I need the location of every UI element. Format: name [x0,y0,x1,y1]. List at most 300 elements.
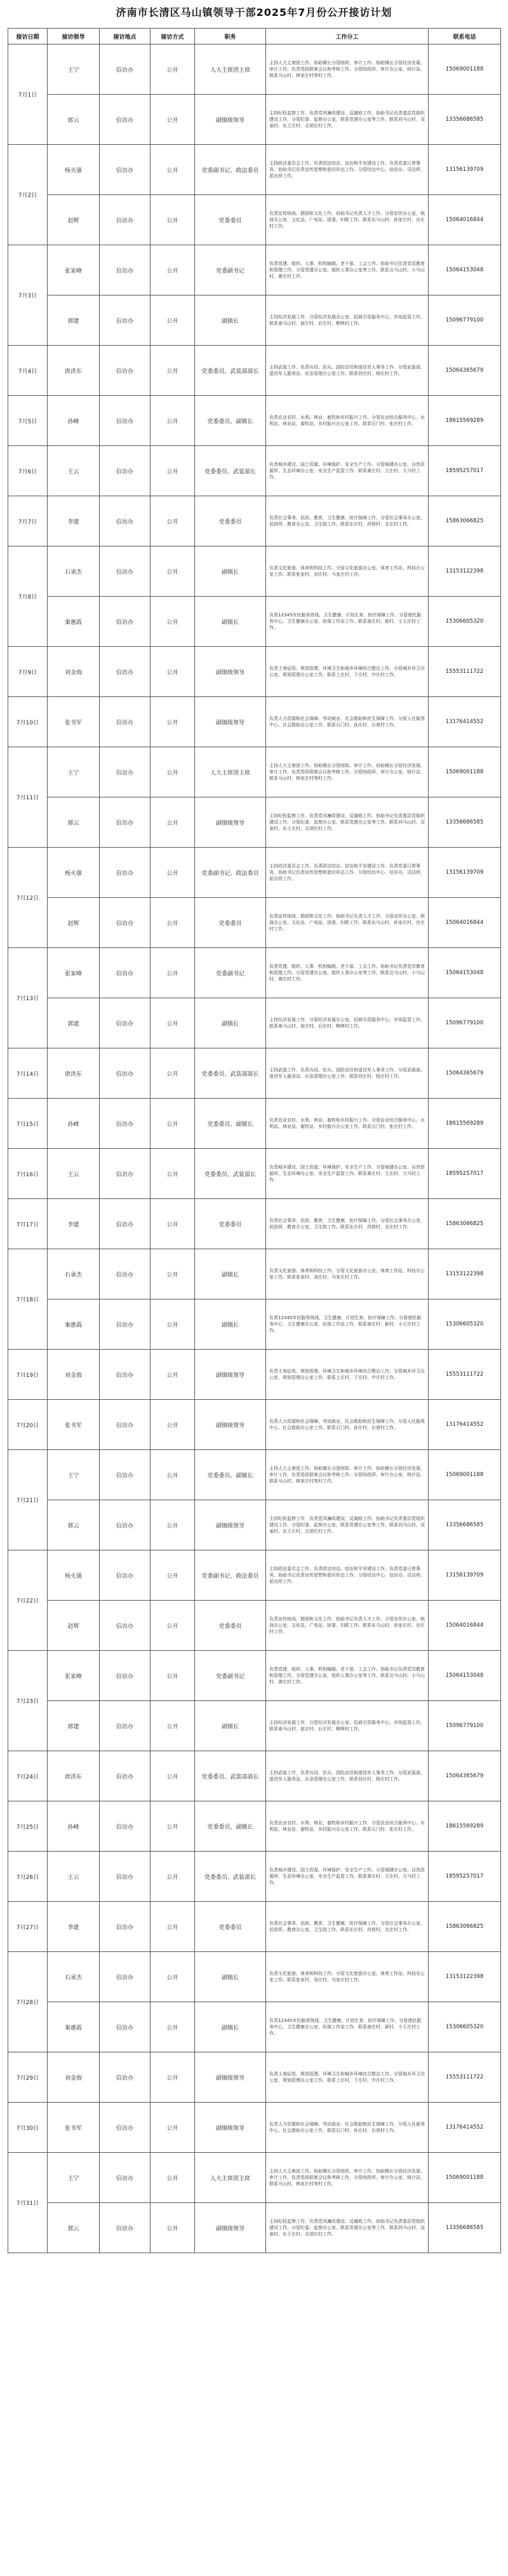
contact-phone-cell: 15064153048 [429,1651,501,1701]
contact-phone-cell: 15069001188 [429,1450,501,1500]
reception-place-cell: 信访办 [100,1048,150,1099]
table-row [8,95,501,145]
contact-phone-cell: 15064365679 [429,346,501,396]
leader-name-cell: 杨火强 [48,1550,100,1601]
reception-date-cell: 7月24日 [8,1751,48,1801]
contact-phone-cell: 13156139709 [429,848,501,898]
reception-mode-cell: 公开 [150,1601,195,1651]
reception-date-cell: 7月12日 [8,848,48,948]
reception-place-cell: 信访办 [100,647,150,697]
table-row [8,1099,501,1149]
reception-mode-cell: 公开 [150,948,195,998]
contact-phone-cell: 15096779100 [429,998,501,1048]
contact-phone-cell: 15064365679 [429,1048,501,1099]
header-leader: 接访领导 [48,29,100,44]
table-row [8,496,501,546]
reception-place-cell: 信访办 [100,1099,150,1149]
contact-phone-cell: 13156139709 [429,1550,501,1601]
leader-name-cell: 郭云 [48,1500,100,1550]
reception-mode-cell: 公开 [150,1701,195,1751]
leader-name-cell: 张家峰 [48,1651,100,1701]
leader-name-cell: 刘金海 [48,1350,100,1400]
table-row [8,1651,501,1701]
duty-description-cell: 负责农业农村、水利、林业、畜牧和乡村振兴工作。分管农业综合服务中心、水利站、林业站、畜牧站、乡村振兴办公室工作。联系石门村、张庄村工作。 [266,1801,429,1852]
leader-name-cell: 李建 [48,1199,100,1249]
table-row [8,1500,501,1550]
table-row [8,1299,501,1350]
reception-mode-cell: 公开 [150,697,195,747]
reception-place-cell: 信访办 [100,2203,150,2253]
table-row [8,948,501,998]
duty-description-cell: 主持经济发展工作，分管经济发展办公室、招商引资服务中心、市场监管工作。联系南马山村、前庄村、后庄村、柳林村工作。 [266,1701,429,1751]
reception-mode-cell: 公开 [150,546,195,597]
reception-place-cell: 信访办 [100,44,150,95]
contact-phone-cell: 15096779100 [429,1701,501,1751]
duty-description-cell: 负责农业农村、水利、林业、畜牧和乡村振兴工作。分管农业综合服务中心、水利站、林业站、畜牧站、乡村振兴办公室工作。联系石门村、张庄村工作。 [266,1099,429,1149]
leader-name-cell: 王宁 [48,1450,100,1500]
duty-description-cell: 主持武装工作，负责兵役、民兵、国防动员和退役军人事务工作。分管武装部、退役军人服务站、应急管理办公室工作。联系西庄村、杨庄村工作。 [266,1751,429,1801]
reception-mode-cell: 公开 [150,2203,195,2253]
position-title-cell: 党委委员、武装部部长 [195,346,266,396]
table-row [8,1952,501,2002]
reception-place-cell: 信访办 [100,2052,150,2103]
reception-place-cell: 信访办 [100,998,150,1048]
contact-phone-cell: 13156139709 [429,145,501,195]
contact-phone-cell: 18615569289 [429,1801,501,1852]
duty-description-cell: 负责人力资源和社会保障、劳动就业、社会救助和民生保障工作。分管人社服务中心、社会救助办公室工作。联系石门村、孙庄村、后营村工作。 [266,1400,429,1450]
reception-place-cell: 信访办 [100,1852,150,1902]
table-row [8,346,501,396]
reception-date-cell: 7月29日 [8,2052,48,2103]
position-title-cell: 副镇级领导 [195,2052,266,2103]
reception-schedule-table [8,28,501,2253]
position-title-cell: 党委委员 [195,496,266,546]
leader-name-cell: 张家峰 [48,948,100,998]
contact-phone-cell: 15306605320 [429,1299,501,1350]
contact-phone-cell: 15553111722 [429,647,501,697]
reception-date-cell: 7月1日 [8,44,48,145]
reception-date-cell: 7月15日 [8,1099,48,1149]
position-title-cell: 党委委员 [195,1902,266,1952]
reception-date-cell: 7月30日 [8,2103,48,2153]
table-row [8,1701,501,1751]
table-row [8,1199,501,1249]
reception-place-cell: 信访办 [100,1249,150,1299]
duty-description-cell: 负责人力资源和社会保障、劳动就业、社会救助和民生保障工作。分管人社服务中心、社会救助办公室工作。联系石门村、孙庄村、后营村工作。 [266,697,429,747]
reception-mode-cell: 公开 [150,1952,195,2002]
contact-phone-cell: 15306605320 [429,597,501,647]
duty-description-cell: 负责土地征收、规划管理、环境卫生和城乡环境综合整治工作。分管城乡环卫办公室、规划管理办公室工作。联系上庄村、下庄村、中庄村工作。 [266,1350,429,1400]
position-title-cell: 副镇级领导 [195,797,266,848]
reception-mode-cell: 公开 [150,1149,195,1199]
reception-date-cell: 7月20日 [8,1400,48,1450]
contact-phone-cell: 13176414552 [429,2103,501,2153]
reception-place-cell: 信访办 [100,145,150,195]
leader-name-cell: 王云 [48,446,100,496]
reception-place-cell: 信访办 [100,2153,150,2203]
position-title-cell: 副镇长 [195,597,266,647]
contact-phone-cell: 13356686585 [429,1500,501,1550]
duty-description-cell: 主持人大主席团工作。协助镇长分管财政、审计工作。协助镇长分管经济发展、审计工作。负责党政联席会议和考核工作。分管财政所、审计办公室、统计站。联系马山村、林家庄村等村工作。 [266,2153,429,2203]
duty-description-cell: 主持经济发展工作，分管经济发展办公室、招商引资服务中心、市场监管工作。联系南马山村、前庄村、后庄村、柳林村工作。 [266,998,429,1048]
reception-mode-cell: 公开 [150,195,195,245]
duty-description-cell: 主持武装工作，负责兵役、民兵、国防动员和退役军人事务工作。分管武装部、退役军人服务站、应急管理办公室工作。联系西庄村、杨庄村工作。 [266,1048,429,1099]
position-title-cell: 党委委员、武装部长 [195,1852,266,1902]
reception-date-cell: 7月16日 [8,1149,48,1199]
leader-name-cell: 郭云 [48,2203,100,2253]
duty-description-cell: 负责城乡建设、国土资源、环境保护、安全生产工作。分管城建办公室、自然资源所、生态环境办公室、安全生产监管工作。联系黄庄村、王庄村、大马村工作。 [266,1852,429,1902]
reception-mode-cell: 公开 [150,1801,195,1852]
duty-description-cell: 主持纪检监察工作，负责党风廉政建设、反腐败工作。协助书记负责基层党组织建设工作。分管纪委、监察办公室，联系党建办公室等工作。联系西马山村、双泉村、东王庄村、北胡庄村工作。 [266,95,429,145]
reception-place-cell: 信访办 [100,898,150,948]
reception-mode-cell: 公开 [150,1902,195,1952]
leader-name-cell: 李建 [48,496,100,546]
contact-phone-cell: 13356686585 [429,2203,501,2253]
duty-description-cell: 负责农业农村、水利、林业、畜牧和乡村振兴工作。分管农业综合服务中心、水利站、林业站、畜牧站、乡村振兴办公室工作。联系石门村、张庄村工作。 [266,396,429,446]
duty-description-cell: 负责党建、组织、人事、机构编制、老干部、工会工作。协助书记负责党员教育和管理工作。分管党建办公室、组织人事办公室等工作。联系北马山村、小马山村、黄庄村工作。 [266,948,429,998]
leader-name-cell: 唐洪东 [48,1048,100,1099]
reception-place-cell: 信访办 [100,2002,150,2052]
table-row [8,446,501,496]
reception-date-cell: 7月7日 [8,496,48,546]
reception-mode-cell: 公开 [150,1299,195,1350]
position-title-cell: 党委副书记 [195,245,266,295]
reception-place-cell: 信访办 [100,1199,150,1249]
reception-mode-cell: 公开 [150,496,195,546]
reception-place-cell: 信访办 [100,1902,150,1952]
reception-mode-cell: 公开 [150,145,195,195]
contact-phone-cell: 18595257017 [429,1852,501,1902]
duty-description-cell: 主持纪检监察工作，负责党风廉政建设、反腐败工作。协助书记负责基层党组织建设工作。分管纪委、监察办公室，联系党建办公室等工作。联系西马山村、双泉村、东王庄村、北胡庄村工作。 [266,2203,429,2253]
table-row [8,295,501,346]
reception-place-cell: 信访办 [100,1601,150,1651]
position-title-cell: 党委委员 [195,1601,266,1651]
reception-mode-cell: 公开 [150,1450,195,1500]
reception-mode-cell: 公开 [150,2103,195,2153]
position-title-cell: 党委委员、武装部长 [195,1149,266,1199]
duty-description-cell: 主持经济发展工作，分管经济发展办公室、招商引资服务中心、市场监管工作。联系南马山村、前庄村、后庄村、柳林村工作。 [266,295,429,346]
position-title-cell: 党委委员 [195,898,266,948]
reception-date-cell: 7月28日 [8,1952,48,2052]
reception-date-cell: 7月4日 [8,346,48,396]
contact-phone-cell: 15069001188 [429,747,501,797]
position-title-cell: 副镇长 [195,295,266,346]
reception-date-cell: 7月17日 [8,1199,48,1249]
reception-date-cell: 7月2日 [8,145,48,245]
header-phone: 联系电话 [429,29,501,44]
position-title-cell: 人大主席团主席 [195,747,266,797]
duty-description-cell: 负责文化旅游、体育和科技工作。分管文化旅游办公室、体育工作站、科技办公室工作。联系张家村、刘庄村、马家庄村工作。 [266,1249,429,1299]
reception-place-cell: 信访办 [100,346,150,396]
leader-name-cell: 石承杰 [48,1952,100,2002]
reception-mode-cell: 公开 [150,747,195,797]
duty-description-cell: 主持纪检监察工作，负责党风廉政建设、反腐败工作。协助书记负责基层党组织建设工作。分管纪委、监察办公室，联系党建办公室等工作。联系西马山村、双泉村、东王庄村、北胡庄村工作。 [266,1500,429,1550]
position-title-cell: 党委副书记、政法委员 [195,145,266,195]
leader-name-cell: 秦惠霞 [48,597,100,647]
reception-place-cell: 信访办 [100,195,150,245]
reception-place-cell: 信访办 [100,1149,150,1199]
reception-date-cell: 7月21日 [8,1450,48,1550]
leader-name-cell: 赵辉 [48,195,100,245]
position-title-cell: 副镇长 [195,1249,266,1299]
table-row [8,697,501,747]
leader-name-cell: 唐洪东 [48,1751,100,1801]
contact-phone-cell: 15064365679 [429,1751,501,1801]
duty-description-cell: 负责12345市民服务热线、卫生健康、计划生育、医疗保障工作。分管便民服务中心、卫生健康办公室、医保工作站工作。联系南庄村、新村、小王庄村工作。 [266,1299,429,1350]
duty-description-cell: 负责城乡建设、国土资源、环境保护、安全生产工作。分管城建办公室、自然资源所、生态环境办公室、安全生产监管工作。联系黄庄村、王庄村、大马村工作。 [266,446,429,496]
contact-phone-cell: 15064016844 [429,195,501,245]
position-title-cell: 副镇级领导 [195,2203,266,2253]
leader-name-cell: 王云 [48,1149,100,1199]
table-row [8,898,501,948]
duty-description-cell: 负责党建、组织、人事、机构编制、老干部、工会工作。协助书记负责党员教育和管理工作。分管党建办公室、组织人事办公室等工作。联系北马山村、小马山村、黄庄村工作。 [266,245,429,295]
position-title-cell: 人大主席团主席 [195,44,266,95]
contact-phone-cell: 18615569289 [429,396,501,446]
table-row [8,1601,501,1651]
reception-mode-cell: 公开 [150,295,195,346]
table-row [8,1400,501,1450]
position-title-cell: 副镇长 [195,1701,266,1751]
duty-description-cell: 主持武装工作，负责兵役、民兵、国防动员和退役军人事务工作。分管武装部、退役军人服务站、应急管理办公室工作。联系西庄村、杨庄村工作。 [266,346,429,396]
position-title-cell: 副镇级领导 [195,1500,266,1550]
reception-place-cell: 信访办 [100,848,150,898]
contact-phone-cell: 15306605320 [429,2002,501,2052]
table-row [8,647,501,697]
reception-mode-cell: 公开 [150,346,195,396]
leader-name-cell: 石承杰 [48,546,100,597]
position-title-cell: 党委委员、武装部部长 [195,1751,266,1801]
duty-description-cell: 主持政法委员会工作，负责政法综治、信访和平安建设工作。负责党委日常事务。协助书记负责宣传思想和意识形态工作。分管综治中心、信访办、司法所、派出所工作。 [266,848,429,898]
position-title-cell: 副镇级领导 [195,697,266,747]
contact-phone-cell: 15863066825 [429,496,501,546]
leader-name-cell: 张家峰 [48,245,100,295]
duty-description-cell: 负责社会事务、民政、教育、卫生健康、医疗保障工作。分管社会事务办公室、民政所、教育办公室、卫生院工作。联系东庄村、西营村、北庄村工作。 [266,1199,429,1249]
reception-place-cell: 信访办 [100,245,150,295]
duty-description-cell: 负责人力资源和社会保障、劳动就业、社会救助和民生保障工作。分管人社服务中心、社会救助办公室工作。联系石门村、孙庄村、后营村工作。 [266,2103,429,2153]
duty-description-cell: 主持政法委员会工作，负责政法综治、信访和平安建设工作。负责党委日常事务。协助书记负责宣传思想和意识形态工作。分管综治中心、信访办、司法所、派出所工作。 [266,145,429,195]
reception-place-cell: 信访办 [100,95,150,145]
reception-place-cell: 信访办 [100,396,150,446]
reception-place-cell: 信访办 [100,1550,150,1601]
reception-place-cell: 信访办 [100,2103,150,2153]
duty-description-cell: 负责宣传统战、群团和文化工作。协助书记负责人才工作。分管宣传办公室、统战办公室、文化站、广电站、团委、妇联工作。联系东马山村、孙家庄村、岳庄村工作。 [266,898,429,948]
reception-mode-cell: 公开 [150,2002,195,2052]
table-row [8,998,501,1048]
reception-date-cell: 7月9日 [8,647,48,697]
table-row [8,1902,501,1952]
position-title-cell: 副镇级领导 [195,95,266,145]
duty-description-cell: 负责社会事务、民政、教育、卫生健康、医疗保障工作。分管社会事务办公室、民政所、教育办公室、卫生院工作。联系东庄村、西营村、北庄村工作。 [266,1902,429,1952]
reception-place-cell: 信访办 [100,797,150,848]
reception-mode-cell: 公开 [150,446,195,496]
reception-mode-cell: 公开 [150,245,195,295]
reception-mode-cell: 公开 [150,1350,195,1400]
table-row [8,195,501,245]
table-row [8,1801,501,1852]
table-row [8,797,501,848]
table-row [8,2203,501,2253]
reception-mode-cell: 公开 [150,797,195,848]
position-title-cell: 党委委员、副镇长 [195,1099,266,1149]
reception-date-cell: 7月6日 [8,446,48,496]
reception-mode-cell: 公开 [150,1199,195,1249]
table-row [8,2002,501,2052]
reception-place-cell: 信访办 [100,697,150,747]
contact-phone-cell: 18595257017 [429,446,501,496]
reception-date-cell: 7月18日 [8,1249,48,1350]
position-title-cell: 党委委员、副镇长 [195,1450,266,1500]
reception-mode-cell: 公开 [150,44,195,95]
header-mode: 接访方式 [150,29,195,44]
reception-place-cell: 信访办 [100,597,150,647]
leader-name-cell: 郭建 [48,998,100,1048]
leader-name-cell: 张书军 [48,1400,100,1450]
contact-phone-cell: 15863066825 [429,1199,501,1249]
reception-date-cell: 7月25日 [8,1801,48,1852]
contact-phone-cell: 13153122398 [429,1952,501,2002]
contact-phone-cell: 15064153048 [429,948,501,998]
reception-mode-cell: 公开 [150,998,195,1048]
position-title-cell: 副镇长 [195,1299,266,1350]
reception-place-cell: 信访办 [100,1801,150,1852]
contact-phone-cell: 13356686585 [429,95,501,145]
reception-mode-cell: 公开 [150,95,195,145]
contact-phone-cell: 18595257017 [429,1149,501,1199]
contact-phone-cell: 15064016844 [429,898,501,948]
table-row [8,1249,501,1299]
duty-description-cell: 负责宣传统战、群团和文化工作。协助书记负责人才工作。分管宣传办公室、统战办公室、文化站、广电站、团委、妇联工作。联系东马山村、孙家庄村、岳庄村工作。 [266,195,429,245]
table-row [8,2153,501,2203]
leader-name-cell: 赵辉 [48,1601,100,1651]
reception-mode-cell: 公开 [150,2052,195,2103]
reception-date-cell: 7月5日 [8,396,48,446]
header-date: 接访日期 [8,29,48,44]
position-title-cell: 党委委员、武装部长 [195,446,266,496]
position-title-cell: 副镇级领导 [195,2103,266,2153]
reception-mode-cell: 公开 [150,1751,195,1801]
reception-mode-cell: 公开 [150,1651,195,1701]
leader-name-cell: 刘金海 [48,2052,100,2103]
leader-name-cell: 王宁 [48,747,100,797]
reception-date-cell: 7月26日 [8,1852,48,1902]
header-duty: 工作分工 [266,29,429,44]
reception-place-cell: 信访办 [100,1651,150,1701]
duty-description-cell: 负责土地征收、规划管理、环境卫生和城乡环境综合整治工作。分管城乡环卫办公室、规划管理办公室工作。联系上庄村、下庄村、中庄村工作。 [266,2052,429,2103]
reception-date-cell: 7月10日 [8,697,48,747]
leader-name-cell: 孙峰 [48,1801,100,1852]
leader-name-cell: 郭云 [48,797,100,848]
duty-description-cell: 主持政法委员会工作，负责政法综治、信访和平安建设工作。负责党委日常事务。协助书记负责宣传思想和意识形态工作。分管综治中心、信访办、司法所、派出所工作。 [266,1550,429,1601]
reception-mode-cell: 公开 [150,1048,195,1099]
contact-phone-cell: 15064153048 [429,245,501,295]
table-row [8,597,501,647]
reception-mode-cell: 公开 [150,898,195,948]
duty-description-cell: 负责党建、组织、人事、机构编制、老干部、工会工作。协助书记负责党员教育和管理工作。分管党建办公室、组织人事办公室等工作。联系北马山村、小马山村、黄庄村工作。 [266,1651,429,1701]
reception-place-cell: 信访办 [100,1500,150,1550]
position-title-cell: 党委委员、副镇长 [195,1801,266,1852]
reception-date-cell: 7月22日 [8,1550,48,1651]
contact-phone-cell: 15069001188 [429,2153,501,2203]
leader-name-cell: 刘金海 [48,647,100,697]
table-body [8,44,501,2253]
position-title-cell: 党委副书记、政法委员 [195,1550,266,1601]
reception-place-cell: 信访办 [100,747,150,797]
table-row [8,1450,501,1500]
position-title-cell: 党委副书记 [195,948,266,998]
reception-mode-cell: 公开 [150,2153,195,2203]
leader-name-cell: 孙峰 [48,1099,100,1149]
table-row [8,1751,501,1801]
duty-description-cell: 负责社会事务、民政、教育、卫生健康、医疗保障工作。分管社会事务办公室、民政所、教育办公室、卫生院工作。联系东庄村、西营村、北庄村工作。 [266,496,429,546]
position-title-cell: 党委委员、武装部部长 [195,1048,266,1099]
reception-date-cell: 7月27日 [8,1902,48,1952]
reception-place-cell: 信访办 [100,546,150,597]
table-row [8,245,501,295]
leader-name-cell: 张书军 [48,2103,100,2153]
reception-place-cell: 信访办 [100,948,150,998]
reception-mode-cell: 公开 [150,1500,195,1550]
contact-phone-cell: 15553111722 [429,2052,501,2103]
leader-name-cell: 唐洪东 [48,346,100,396]
table-row [8,145,501,195]
position-title-cell: 党委委员 [195,1199,266,1249]
leader-name-cell: 孙峰 [48,396,100,446]
table-row [8,44,501,95]
reception-mode-cell: 公开 [150,1249,195,1299]
reception-place-cell: 信访办 [100,496,150,546]
reception-mode-cell: 公开 [150,1099,195,1149]
position-title-cell: 党委委员、副镇长 [195,396,266,446]
reception-place-cell: 信访办 [100,1701,150,1751]
table-row [8,396,501,446]
contact-phone-cell: 15553111722 [429,1350,501,1400]
position-title-cell: 党委委员 [195,195,266,245]
table-header-row [8,29,501,44]
header-title: 职务 [195,29,266,44]
reception-date-cell: 7月3日 [8,245,48,346]
duty-description-cell: 负责土地征收、规划管理、环境卫生和城乡环境综合整治工作。分管城乡环卫办公室、规划管理办公室工作。联系上庄村、下庄村、中庄村工作。 [266,647,429,697]
reception-mode-cell: 公开 [150,647,195,697]
reception-mode-cell: 公开 [150,597,195,647]
position-title-cell: 副镇级领导 [195,647,266,697]
table-row [8,2103,501,2153]
leader-name-cell: 王宁 [48,44,100,95]
reception-mode-cell: 公开 [150,848,195,898]
position-title-cell: 副镇级领导 [195,1350,266,1400]
contact-phone-cell: 15096779100 [429,295,501,346]
duty-description-cell: 主持纪检监察工作，负责党风廉政建设、反腐败工作。协助书记负责基层党组织建设工作。分管纪委、监察办公室，联系党建办公室等工作。联系西马山村、双泉村、东王庄村、北胡庄村工作。 [266,797,429,848]
leader-name-cell: 郭建 [48,295,100,346]
leader-name-cell: 张书军 [48,697,100,747]
position-title-cell: 副镇长 [195,2002,266,2052]
reception-place-cell: 信访办 [100,1450,150,1500]
table-row [8,546,501,597]
contact-phone-cell: 13153122398 [429,1249,501,1299]
position-title-cell: 党委副书记 [195,1651,266,1701]
reception-place-cell: 信访办 [100,1751,150,1801]
reception-place-cell: 信访办 [100,446,150,496]
position-title-cell: 人大主席团主席 [195,2153,266,2203]
table-row [8,1350,501,1400]
leader-name-cell: 郭云 [48,95,100,145]
table-row [8,1149,501,1199]
reception-mode-cell: 公开 [150,1852,195,1902]
duty-description-cell: 主持人大主席团工作。协助镇长分管财政、审计工作。协助镇长分管经济发展、审计工作。负责党政联席会议和考核工作。分管财政所、审计办公室、统计站。联系马山村、林家庄村等村工作。 [266,747,429,797]
contact-phone-cell: 15064016844 [429,1601,501,1651]
duty-description-cell: 负责宣传统战、群团和文化工作。协助书记负责人才工作。分管宣传办公室、统战办公室、文化站、广电站、团委、妇联工作。联系东马山村、孙家庄村、岳庄村工作。 [266,1601,429,1651]
reception-mode-cell: 公开 [150,1550,195,1601]
leader-name-cell: 秦惠霞 [48,1299,100,1350]
